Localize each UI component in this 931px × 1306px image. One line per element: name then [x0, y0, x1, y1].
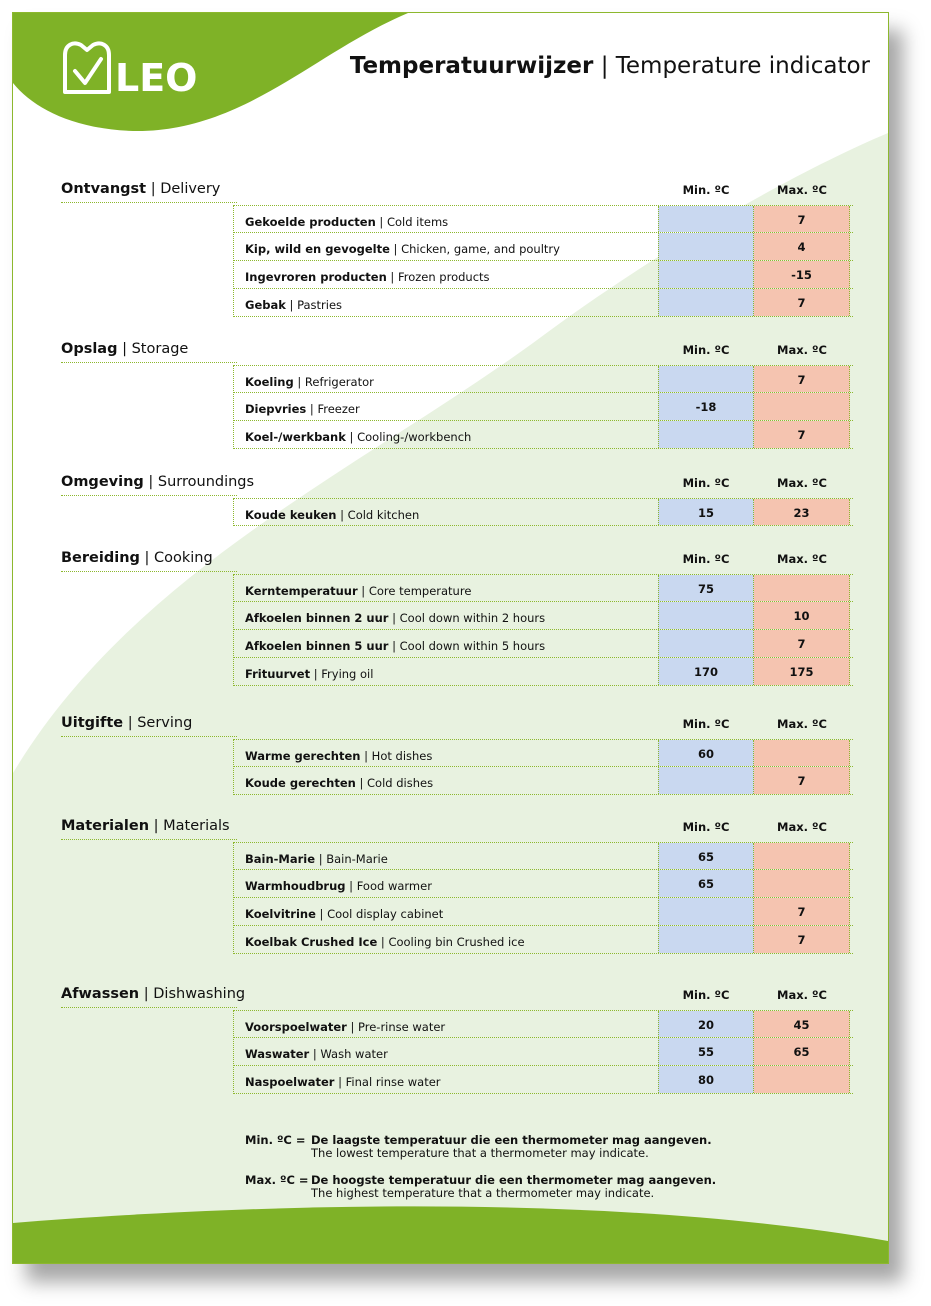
table-row — [234, 898, 853, 926]
section-title-nl: Materialen — [61, 818, 150, 834]
section-table — [233, 842, 853, 954]
row-label: Ingevroren producten | Frozen products — [245, 270, 490, 284]
section-title-nl: Uitgifte — [61, 715, 124, 731]
section-underline — [61, 1007, 237, 1008]
logo-text: LEO — [115, 56, 198, 97]
row-label-nl: Koelvitrine — [245, 907, 316, 921]
row-label-en: Cold dishes — [367, 776, 434, 790]
section-title-en: Surroundings — [157, 474, 255, 490]
row-label-nl: Koude keuken — [245, 508, 337, 522]
section-header — [61, 550, 853, 572]
table-row — [234, 926, 853, 954]
max-temperature-cell: 7 — [754, 206, 850, 232]
section-title-nl: Ontvangst — [61, 181, 147, 197]
row-label-nl: Naspoelwater — [245, 1075, 335, 1089]
min-temperature-cell — [658, 206, 754, 232]
heart-check-icon — [65, 43, 109, 92]
max-column-header: Max. ºC — [777, 183, 827, 197]
row-label-en: Cool display cabinet — [327, 907, 444, 921]
row-label-nl: Waswater — [245, 1047, 310, 1061]
row-label: Koeling | Refrigerator — [245, 375, 374, 389]
row-label: Koel-/werkbank | Cooling-/workbench — [245, 430, 472, 444]
min-temperature-cell: 80 — [658, 1066, 754, 1093]
section-underline — [61, 202, 237, 203]
leo-logo — [55, 37, 245, 97]
section-title: Materialen | Materials — [61, 818, 230, 834]
table-row — [234, 739, 853, 767]
row-label-en: Chicken, game, and poultry — [401, 242, 560, 256]
row-label-en: Wash water — [320, 1047, 388, 1061]
row-label: Warme gerechten | Hot dishes — [245, 749, 433, 763]
check-mark-icon — [75, 59, 101, 83]
row-label-nl: Kerntemperatuur — [245, 584, 358, 598]
section-title-nl: Opslag — [61, 341, 118, 357]
table-row — [234, 289, 853, 317]
row-label-nl: Gebak — [245, 298, 286, 312]
legend-term: Min. ºC = — [245, 1133, 306, 1147]
row-label-en: Cool down within 5 hours — [399, 639, 546, 653]
min-temperature-cell — [658, 898, 754, 925]
row-label: Diepvries | Freezer — [245, 402, 360, 416]
row-label-nl: Koel-/werkbank — [245, 430, 346, 444]
table-row — [234, 767, 853, 795]
min-temperature-cell: 170 — [658, 658, 754, 685]
section-title: Ontvangst | Delivery — [61, 181, 221, 197]
section-header — [61, 341, 853, 363]
section-title: Uitgifte | Serving — [61, 715, 193, 731]
section-title-en: Delivery — [160, 181, 221, 197]
min-temperature-cell: 65 — [658, 870, 754, 897]
min-temperature-cell — [658, 366, 754, 392]
max-temperature-cell — [754, 393, 850, 420]
max-temperature-cell — [754, 870, 850, 897]
row-label-en: Core temperature — [368, 584, 472, 598]
row-label: Warmhoudbrug | Food warmer — [245, 879, 432, 893]
table-row — [234, 365, 853, 393]
section-table — [233, 205, 853, 317]
title-separator: | — [600, 53, 609, 79]
row-label-en: Cold items — [386, 215, 449, 229]
min-column-header: Min. ºC — [682, 476, 730, 490]
row-label: Kerntemperatuur | Core temperature — [245, 584, 472, 598]
section-title-nl: Bereiding — [61, 550, 140, 566]
row-label-en: Freezer — [317, 402, 360, 416]
section-underline — [61, 736, 237, 737]
title-en: Temperature indicator — [615, 53, 870, 79]
section-header — [61, 474, 853, 496]
row-label: Koude gerechten | Cold dishes — [245, 776, 434, 790]
row-label: Afkoelen binnen 2 uur | Cool down within 2 hours — [245, 611, 546, 625]
max-column-header: Max. ºC — [777, 552, 827, 566]
section-title-en: Storage — [131, 341, 189, 357]
max-column-header: Max. ºC — [777, 476, 827, 490]
row-label-en: Refrigerator — [304, 375, 374, 389]
section-table — [233, 574, 853, 686]
row-label-nl: Koeling — [245, 375, 294, 389]
min-column-header: Min. ºC — [682, 988, 730, 1002]
row-label-nl: Koelbak Crushed Ice — [245, 935, 378, 949]
table-row — [234, 1038, 853, 1066]
row-label: Naspoelwater | Final rinse water — [245, 1075, 441, 1089]
row-label-nl: Koude gerechten — [245, 776, 356, 790]
min-temperature-cell: 15 — [658, 499, 754, 525]
row-label: Koelvitrine | Cool display cabinet — [245, 907, 444, 921]
table-row — [234, 1066, 853, 1094]
max-temperature-cell: 7 — [754, 630, 850, 657]
min-temperature-cell: 20 — [658, 1011, 754, 1037]
section-title: Bereiding | Cooking — [61, 550, 213, 566]
table-row — [234, 842, 853, 870]
min-temperature-cell: 75 — [658, 575, 754, 601]
max-temperature-cell: 7 — [754, 366, 850, 392]
max-column-header: Max. ºC — [777, 820, 827, 834]
max-temperature-cell: 175 — [754, 658, 850, 685]
table-row — [234, 393, 853, 421]
row-label-nl: Kip, wild en gevogelte — [245, 242, 390, 256]
table-row — [234, 602, 853, 630]
row-label-en: Food warmer — [356, 879, 432, 893]
section-header — [61, 818, 853, 840]
max-temperature-cell: 10 — [754, 602, 850, 629]
row-label-nl: Ingevroren producten — [245, 270, 387, 284]
section-header — [61, 715, 853, 737]
section-title-nl: Omgeving — [61, 474, 144, 490]
table-row — [234, 233, 853, 261]
table-row — [234, 658, 853, 686]
min-temperature-cell: -18 — [658, 393, 754, 420]
section-underline — [61, 839, 237, 840]
min-temperature-cell — [658, 767, 754, 794]
max-temperature-cell: 7 — [754, 289, 850, 316]
max-temperature-cell — [754, 575, 850, 601]
row-label: Frituurvet | Frying oil — [245, 667, 374, 681]
max-temperature-cell: 7 — [754, 421, 850, 448]
max-temperature-cell: 45 — [754, 1011, 850, 1037]
row-label-en: Pre-rinse water — [358, 1020, 446, 1034]
min-temperature-cell: 60 — [658, 740, 754, 766]
section-header — [61, 181, 853, 203]
min-temperature-cell — [658, 421, 754, 448]
min-column-header: Min. ºC — [682, 717, 730, 731]
title-nl: Temperatuurwijzer — [349, 53, 594, 79]
max-column-header: Max. ºC — [777, 343, 827, 357]
min-temperature-cell — [658, 233, 754, 260]
legend-description-nl: De laagste temperatuur die een thermometer mag aangeven. — [311, 1133, 712, 1147]
row-label: Koelbak Crushed Ice | Cooling bin Crushed ice — [245, 935, 525, 949]
max-temperature-cell: 7 — [754, 898, 850, 925]
row-label-en: Frozen products — [397, 270, 490, 284]
max-temperature-cell: 65 — [754, 1038, 850, 1065]
table-row — [234, 498, 853, 526]
row-label-nl: Afkoelen binnen 5 uur — [245, 639, 389, 653]
min-column-header: Min. ºC — [682, 183, 730, 197]
section-underline — [61, 571, 237, 572]
table-row — [234, 421, 853, 449]
min-column-header: Min. ºC — [682, 552, 730, 566]
max-temperature-cell — [754, 1066, 850, 1093]
row-label: Waswater | Wash water — [245, 1047, 388, 1061]
section-table — [233, 365, 853, 449]
row-label-en: Hot dishes — [371, 749, 433, 763]
section-title-en: Dishwashing — [153, 986, 246, 1002]
section-title: Omgeving | Surroundings — [61, 474, 255, 490]
min-temperature-cell — [658, 630, 754, 657]
table-row — [234, 205, 853, 233]
max-temperature-cell — [754, 843, 850, 869]
table-row — [234, 870, 853, 898]
table-row — [234, 574, 853, 602]
table-row — [234, 630, 853, 658]
legend-description-en: The lowest temperature that a thermometer may indicate. — [311, 1146, 649, 1160]
row-label-en: Final rinse water — [345, 1075, 441, 1089]
section-table — [233, 498, 853, 526]
min-column-header: Min. ºC — [682, 343, 730, 357]
section-title-en: Cooking — [154, 550, 213, 566]
section-underline — [61, 362, 237, 363]
section-title: Afwassen | Dishwashing — [61, 986, 246, 1002]
row-label: Afkoelen binnen 5 uur | Cool down within 5 hours — [245, 639, 546, 653]
row-label-en: Cooling bin Crushed ice — [388, 935, 525, 949]
row-label-en: Cool down within 2 hours — [399, 611, 546, 625]
min-temperature-cell — [658, 289, 754, 316]
section-title-nl: Afwassen — [61, 986, 140, 1002]
row-label: Koude keuken | Cold kitchen — [245, 508, 420, 522]
section-title-en: Materials — [163, 818, 230, 834]
row-label-nl: Bain-Marie — [245, 852, 316, 866]
section-table — [233, 739, 853, 795]
row-label-nl: Voorspoelwater — [245, 1020, 347, 1034]
max-temperature-cell: 23 — [754, 499, 850, 525]
row-label-nl: Frituurvet — [245, 667, 311, 681]
row-label-nl: Warmhoudbrug — [245, 879, 346, 893]
table-row — [234, 261, 853, 289]
row-label: Bain-Marie | Bain-Marie — [245, 852, 388, 866]
row-label-en: Frying oil — [321, 667, 374, 681]
max-temperature-cell: 7 — [754, 926, 850, 953]
row-label-en: Bain-Marie — [326, 852, 388, 866]
max-column-header: Max. ºC — [777, 717, 827, 731]
table-row — [234, 1010, 853, 1038]
page-title — [350, 53, 870, 79]
section-underline — [61, 495, 237, 496]
row-label-nl: Gekoelde producten — [245, 215, 376, 229]
section-table — [233, 1010, 853, 1094]
max-temperature-cell: 7 — [754, 767, 850, 794]
row-label-nl: Afkoelen binnen 2 uur — [245, 611, 389, 625]
max-column-header: Max. ºC — [777, 988, 827, 1002]
min-temperature-cell — [658, 926, 754, 953]
row-label: Gekoelde producten | Cold items — [245, 215, 449, 229]
legend-term: Max. ºC = — [245, 1173, 309, 1187]
section-header — [61, 986, 853, 1008]
legend-description-en: The highest temperature that a thermometer may indicate. — [311, 1186, 655, 1200]
row-label-nl: Diepvries — [245, 402, 307, 416]
min-column-header: Min. ºC — [682, 820, 730, 834]
min-temperature-cell: 55 — [658, 1038, 754, 1065]
row-label-nl: Warme gerechten — [245, 749, 361, 763]
max-temperature-cell — [754, 740, 850, 766]
row-label: Kip, wild en gevogelte | Chicken, game, and poultry — [245, 242, 560, 256]
max-temperature-cell: 4 — [754, 233, 850, 260]
row-label: Gebak | Pastries — [245, 298, 343, 312]
min-temperature-cell — [658, 602, 754, 629]
row-label-en: Pastries — [297, 298, 343, 312]
section-title-en: Serving — [137, 715, 193, 731]
row-label: Voorspoelwater | Pre-rinse water — [245, 1020, 446, 1034]
legend-description-nl: De hoogste temperatuur die een thermometer mag aangeven. — [311, 1173, 717, 1187]
min-temperature-cell: 65 — [658, 843, 754, 869]
row-label-en: Cold kitchen — [347, 508, 420, 522]
row-label-en: Cooling-/workbench — [357, 430, 472, 444]
max-temperature-cell: -15 — [754, 261, 850, 288]
min-temperature-cell — [658, 261, 754, 288]
temperature-sheet — [12, 12, 889, 1264]
section-title: Opslag | Storage — [61, 341, 189, 357]
